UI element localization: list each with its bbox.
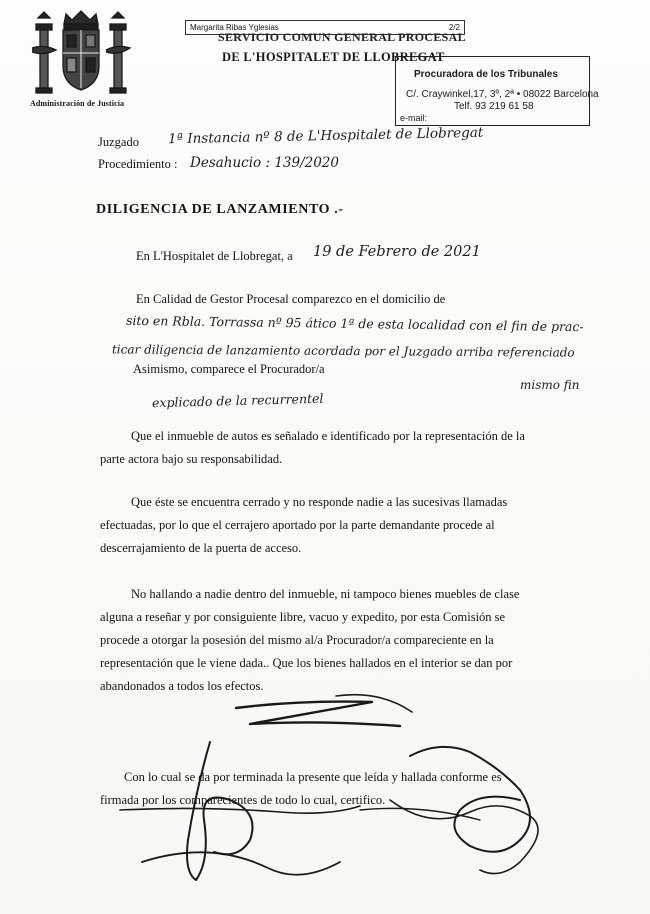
handwritten-explanation: explicado de la recurrentel	[151, 390, 324, 411]
asimismo-line: Asimismo, comparece el Procurador/a	[133, 362, 325, 376]
fax-sender-name: Margarita Ribas Yglesias	[190, 23, 279, 32]
handwritten-mismo-fin: mismo fin	[520, 378, 580, 392]
header-service: SERVICIO COMUN GENERAL PROCESAL	[218, 30, 466, 44]
stamp-title: Procuradora de los Tribunales	[414, 69, 558, 80]
paragraph-line: Con lo cual se da por terminada la presente que leída y hallada conforme es	[124, 770, 502, 784]
stamp-address: C/. Craywinkel,17, 3º, 2ª • 08022 Barcelona	[406, 89, 599, 100]
paragraph-line: representación que le viene dada.. Que los bienes hallados en el interior se dan por	[100, 656, 513, 670]
paragraph-closing	[100, 766, 555, 812]
paragraph-line: procede a otorgar la posesión del mismo al/a Procurador/a compareciente en la	[100, 633, 494, 647]
header-location: DE L'HOSPITALET DE LLOBREGAT	[222, 50, 445, 64]
paragraph-line: Que éste se encuentra cerrado y no responde nadie a las sucesivas llamadas	[131, 495, 508, 509]
handwritten-address-line1: sito en Rbla. Torrassa nº 95 ático 1ª de esta localidad con el fin de prac-	[125, 312, 584, 335]
paragraph-line: alguna a reseñar y por consiguiente libre, vacuo y expedito, por esta Comisión se	[100, 610, 506, 624]
crest-caption: Administración de Justicia	[30, 99, 125, 108]
paragraph-line: abandonados a todos los efectos.	[100, 679, 264, 693]
handwritten-address-line2: ticar diligencia de lanzamiento acordada por el Juzgado arriba referenciado	[111, 342, 575, 360]
stamp-phone: Telf. 93 219 61 58	[454, 101, 534, 112]
date-prefix: En L'Hospitalet de Llobregat, a	[136, 249, 293, 263]
date-value: 19 de Febrero de 2021	[313, 244, 481, 260]
juzgado-value: 1ª Instancia nº 8 de L'Hospitalet de Llobregat	[167, 124, 484, 148]
procedimiento-value: Desahucio : 139/2020	[190, 155, 339, 171]
paragraph-line: firmada por los comparecientes de todo lo cual, certifico.	[100, 793, 386, 807]
stamp-email-label: e-mail:	[400, 113, 428, 123]
paragraph-locksmith	[100, 491, 555, 560]
paragraph-line: descerrajamiento de la puerta de acceso.	[100, 541, 302, 555]
procedimiento-label: Procedimiento :	[98, 157, 178, 171]
juzgado-label: Juzgado	[98, 135, 139, 149]
coat-of-arms-icon	[26, 8, 136, 100]
cancel-mark-icon	[236, 702, 400, 726]
paragraph-line: Que el inmueble de autos es señalado e identificado por la representación de la	[131, 429, 525, 443]
procuradora-stamp	[395, 56, 599, 126]
paragraph-identification	[100, 425, 555, 471]
paragraph-possession	[100, 583, 555, 698]
paragraph-line: parte actora bajo su responsabilidad.	[100, 452, 283, 466]
gestor-line: En Calidad de Gestor Procesal comparezco en el domicilio de	[136, 292, 446, 306]
document-title: DILIGENCIA DE LANZAMIENTO .-	[96, 202, 344, 217]
paragraph-line: No hallando a nadie dentro del inmueble, ni tampoco bienes muebles de clase	[131, 587, 520, 601]
fax-page-count: 2/2	[448, 23, 460, 32]
paragraph-line: efectuadas, por lo que el cerrajero aportado por la parte demandante procede al	[100, 518, 495, 532]
